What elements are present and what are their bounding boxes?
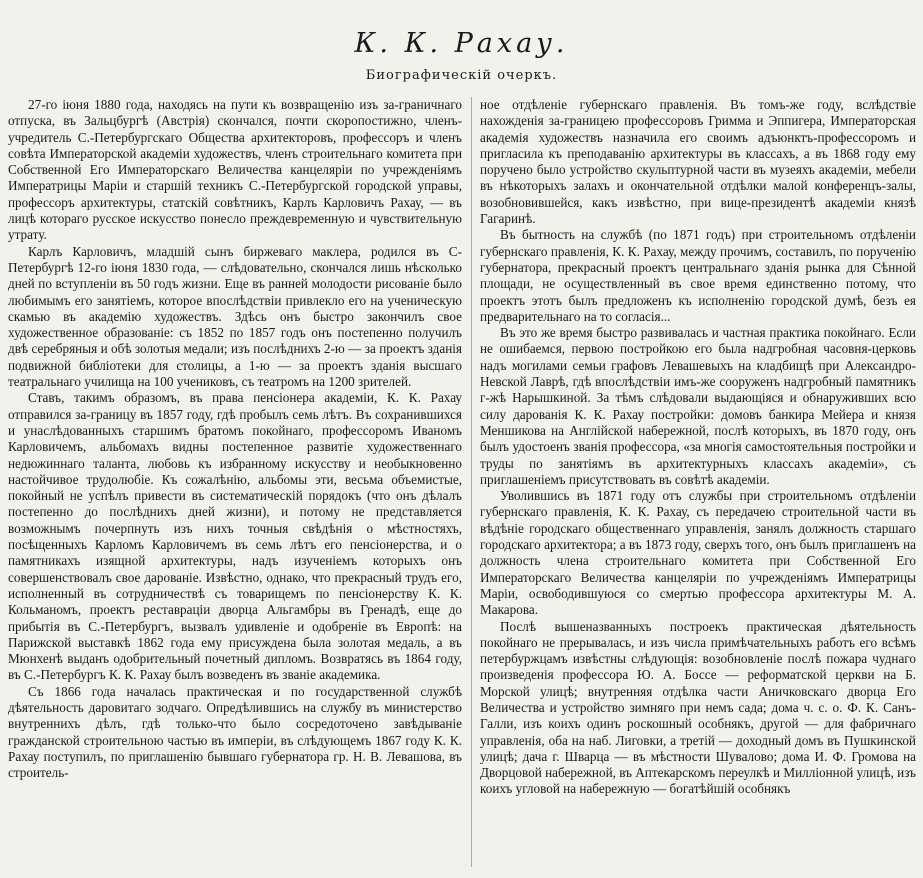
article-subtitle: Биографическій очеркъ. <box>365 68 558 83</box>
paragraph: Ставъ, такимъ образомъ, въ права пенсіонера академіи, К. К. Рахау отправился за-границу въ 1857 году, гдѣ пробылъ семь лѣтъ. Въ сохранившихся и унаслѣдованныхъ старшимъ братомъ покойнаго, профессоромъ Иваномъ Карловичемъ, альбомахъ видны постепенное развитіе художественнаго недюжиннаго таланта, любовь къ избранному искусству и необыкновенно настойчивое трудолюбіе. Къ сожалѣнію, альбомы эти, весьма объемистые, покойный не успѣлъ привести въ систематическій порядокъ (что онъ дѣлалъ постепенно до послѣднихъ дней жизни), и потому не представляется возможнымъ почерпнуть изъ нихъ точныя свѣдѣнія о мѣстностяхъ, посѣщенныхъ Карломъ Карловичемъ въ семь лѣтъ его пенсіонерства, и о памятникахъ изящной архитектуры, надъ изученіемъ которыхъ онъ совершенствовалъ свое дарованіе. Извѣстно, однако, что прекрасный трудъ его, исполненный въ сотрудничествѣ съ товарищемъ по пенсіонерству К. К. Кольманомъ, проектъ реставраціи дворца Альгамбры въ Гренадѣ, еще до прибытія въ С.-Петербургъ, вызвалъ удивленіе и одобреніе въ Европѣ: на Парижской выставкѣ 1862 года ему присуждена была золотая медаль, а въ Мюнхенѣ выданъ одобрительный почетный дипломъ. Возвратясь въ 1864 году, въ С.-Петербургъ К. К. Рахау былъ возведенъ въ званіе академика. <box>8 390 462 683</box>
paragraph: Послѣ вышеназванныхъ построекъ практическая дѣятельность покойнаго не прерывалась, и изъ числа примѣчательныхъ работъ его всѣмъ петербуржцамъ извѣстны слѣдующія: возобновленіе послѣ пожара чуднаго произведенія профессора Ю. А. Боссе — реформатской церкви на Б. Морской улицѣ; внутренняя отдѣлка части Аничковскаго дворца Его Величества и устройство зимняго при немъ сада; дома ч. с. о. Ф. К. Санъ-Галли, изъ коихъ одинъ роскошный особнякъ, другой — для фабричнаго управленія, оба на наб. Лиговки, а третій — доходный домъ въ Пушкинской улицѣ; дача г. Шварца — въ мѣстности Шувалово; дома И. Ф. Громова на Дворцовой набережной, въ Аптекарскомъ переулкѣ и Милліонной улицѣ, изъ коихъ угловой на набережную — богатѣйшій особнякъ <box>480 618 916 797</box>
text-column-left <box>8 97 462 873</box>
column-divider <box>471 97 472 867</box>
article-title: К. К. Рахау. <box>354 28 569 59</box>
paragraph: Карлъ Карловичъ, младшій сынъ биржеваго маклера, родился въ С-Петербургѣ 12-го іюня 1830 года, — слѣдовательно, скончался лишь нѣсколько дней по вступленіи въ 50 годъ жизни. Еще въ ранней молодости рисованіе было любимымъ его занятіемъ, которое впослѣдствіи привлекло его на ученическую скамью въ академію художествъ. Здѣсь онъ быстро закончилъ свое художественное образованіе: съ 1852 по 1857 годъ онъ постепенно получилъ двѣ серебряныя и обѣ золотыя медали; изъ послѣднихъ 2-ю — за проектъ зданія подвижной библіотеки для столицы, а 1-ю — за проектъ зданія высшаго театральнаго училища на 100 учениковъ, съ театромъ на 1200 зрителей. <box>8 243 462 390</box>
previous-page-fragment <box>0 0 923 22</box>
paragraph: Въ это же время быстро развивалась и частная практика покойнаго. Если не ошибаемся, первою постройкою его была надгробная часовня-церковь надъ могилами семьи графовъ Левашевыхъ на кладбищѣ при Александро-Невской Лаврѣ, гдѣ впослѣдствіи имъ-же сооруженъ надгробный памятникъ г-жѣ Нарышкиной. За тѣмъ слѣдовали выдающіяся и обнаруживших всю силу дарованія К. К. Рахау постройки: домовъ банкира Мейера и князя Меншикова на Англійской набережной, послѣ которыхъ, въ 1870 году, онъ былъ удостоенъ званія профессора, «за многія самостоятельныя постройки и труды по занятіямъ въ архитектурныхъ классахъ академіи», съ приглашеніемъ присутствовать въ совѣтѣ академіи. <box>480 325 916 487</box>
paragraph-continued: ное отдѣленіе губернскаго правленія. Въ томъ-же году, вслѣдствіе нахожденія за-границею профессоровъ Гримма и Эппигера, Императорская академія художествъ назначила его своимъ адъюнктъ-профессоромъ и пригласила къ преподаванію архитектуры въ классахъ, а въ 1868 году ему поручено было устройство скульптурной части въ музеяхъ академіи, мебели въ нѣкоторыхъ залахъ и окончательной отдѣлки малой конференцъ-залы, возобновившейся, какъ извѣстно, при вице-президентѣ академіи князѣ Гагаринѣ. <box>480 97 916 227</box>
paragraph: Уволившись въ 1871 году отъ службы при строительномъ отдѣленіи губернскаго правленія, К. К. Рахау, съ передачею строительной части въ вѣдѣніе городскаго общественнаго управленія, занялъ должность старшаго городскаго архитектора; а въ 1873 году, сверхъ того, онъ былъ приглашенъ на должность члена строительнаго комитета при Собственной Его Императорскаго Величества канцеляріи по учрежденіямъ Императрицы Маріи, освободившуюся со смертью профессора архитектуры М. А. Макарова. <box>480 488 916 618</box>
paragraph: Въ бытность на службѣ (по 1871 годъ) при строительномъ отдѣленіи губернскаго правленія, К. К. Рахау, между прочимъ, составилъ, по порученію губернатора, прекрасный проектъ центральнаго зданія рынка для Сѣнной площади, не осуществленный въ свое время единственно потому, что проектъ этотъ былъ предложенъ къ исполненію городской думѣ, безъ ея предварительнаго на то согласія... <box>480 227 916 324</box>
paragraph: 27-го іюня 1880 года, находясь на пути къ возвращенію изъ за-граничнаго отпуска, въ Зальцбургѣ (Австрія) скончался, почти скоропостижно, членъ-учредитель С.-Петербургскаго Общества архитекторовъ, профессоръ и членъ совѣта Императорской академіи художествъ, членъ строительнаго комитета при Собственной Его Императорскаго Величества канцеляріи по учрежденіямъ Императрицы Маріи и старшій техникъ С.-Петербургской городской управы, профессоръ архитектуры, статскій совѣтникъ, Карлъ Карловичъ Рахау, — въ лицѣ котораго русское искусство понесло преждевременную и чувствительную утрату. <box>8 97 462 243</box>
paragraph: Съ 1866 года началась практическая и по государственной службѣ дѣятельность даровитаго зодчаго. Опредѣлившись на службу въ министерство внутреннихъ дѣлъ, гдѣ только-что было сосредоточено завѣдываніе гражданской строительною частью въ имперіи, въ слѣдующемъ 1867 году К. К. Рахау поступилъ, по приглашенію бывшаго губернатора гр. Н. В. Левашова, въ строитель- <box>8 683 462 781</box>
text-column-right <box>480 97 916 873</box>
